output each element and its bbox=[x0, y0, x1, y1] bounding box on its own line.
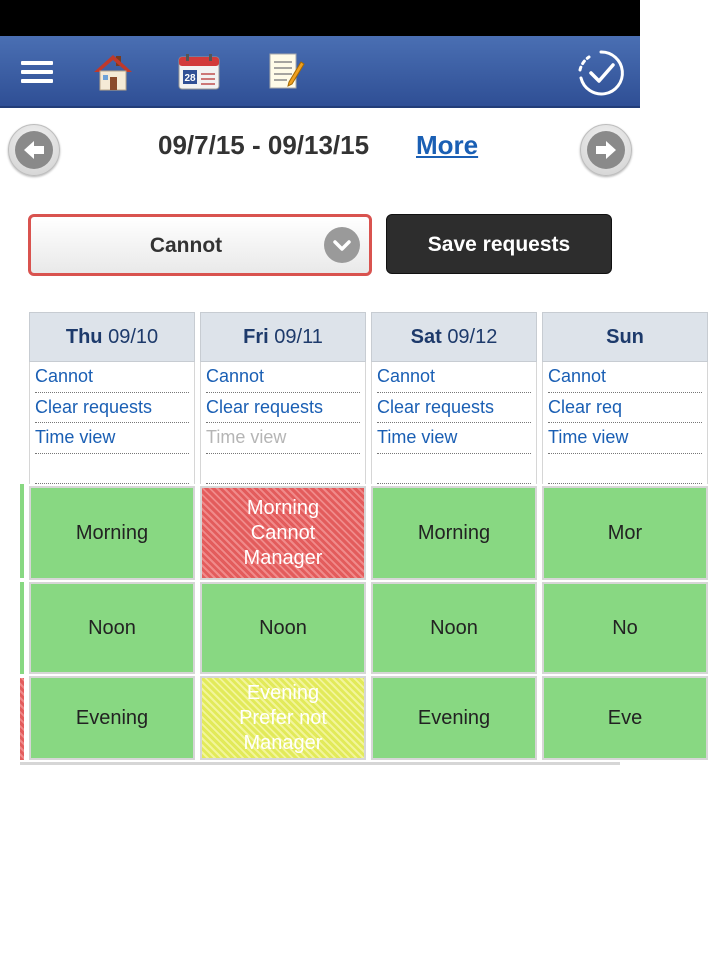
day-actions bbox=[200, 362, 366, 484]
shift-line: Morning bbox=[75, 521, 149, 544]
shift-line: Noon bbox=[88, 616, 136, 639]
shift-line: Cannot bbox=[250, 521, 316, 544]
time-view-link: Time view bbox=[206, 423, 360, 454]
shift-line: Noon bbox=[259, 616, 307, 639]
clear-requests-link[interactable]: Clear requests bbox=[35, 393, 189, 424]
clear-requests-link[interactable]: Clear requests bbox=[377, 393, 531, 424]
day-header[interactable] bbox=[29, 312, 195, 362]
shift-text bbox=[76, 706, 148, 731]
shift-line: Evening bbox=[75, 706, 149, 729]
shift-line: Morning bbox=[417, 521, 491, 544]
day-column bbox=[371, 312, 537, 764]
arrow-left-icon bbox=[15, 131, 53, 169]
day-actions bbox=[371, 362, 537, 484]
shift-cell[interactable] bbox=[200, 486, 366, 580]
cannot-link[interactable]: Cannot bbox=[548, 362, 702, 393]
empty-row bbox=[548, 454, 702, 485]
shift-line: Morning bbox=[246, 496, 320, 519]
day-date: 09/11 bbox=[274, 326, 323, 348]
shift-text bbox=[76, 521, 148, 546]
day-date: 09/10 bbox=[108, 326, 159, 348]
time-view-link[interactable]: Time view bbox=[35, 423, 189, 454]
day-column bbox=[542, 312, 708, 764]
arrow-right-icon bbox=[587, 131, 625, 169]
shift-text bbox=[88, 616, 136, 641]
shift-text bbox=[612, 616, 638, 641]
shift-cell[interactable] bbox=[371, 676, 537, 760]
shift-cell[interactable] bbox=[200, 676, 366, 760]
day-header[interactable] bbox=[200, 312, 366, 362]
shift-cell[interactable] bbox=[542, 486, 708, 580]
shift-cell[interactable] bbox=[29, 676, 195, 760]
shift-cell[interactable] bbox=[200, 582, 366, 674]
empty-row bbox=[35, 454, 189, 485]
shift-text bbox=[608, 706, 642, 731]
more-link[interactable]: More bbox=[416, 130, 479, 160]
shift-text bbox=[418, 706, 490, 731]
status-bar bbox=[0, 0, 640, 36]
shift-text bbox=[259, 616, 307, 641]
shift-line: Manager bbox=[243, 546, 323, 569]
top-navbar bbox=[0, 36, 640, 108]
grid-bottom-divider bbox=[20, 762, 620, 765]
day-column bbox=[200, 312, 366, 764]
schedule-grid bbox=[20, 312, 644, 766]
request-type-value: Cannot bbox=[149, 234, 223, 257]
day-actions bbox=[542, 362, 708, 484]
day-actions bbox=[29, 362, 195, 484]
shift-text bbox=[608, 521, 642, 546]
shift-cell[interactable] bbox=[371, 582, 537, 674]
day-column bbox=[29, 312, 195, 764]
empty-row bbox=[377, 454, 531, 485]
day-name: Sat bbox=[410, 326, 442, 348]
home-icon[interactable] bbox=[90, 50, 136, 94]
day-header[interactable] bbox=[542, 312, 708, 362]
next-week-button[interactable] bbox=[580, 124, 632, 176]
empty-row bbox=[206, 454, 360, 485]
shift-line: Noon bbox=[430, 616, 478, 639]
shift-line: No bbox=[612, 616, 638, 639]
cannot-link[interactable]: Cannot bbox=[35, 362, 189, 393]
clear-requests-link[interactable]: Clear req bbox=[548, 393, 702, 424]
date-navigation-bar bbox=[0, 110, 640, 190]
shift-line: Prefer not bbox=[239, 706, 327, 729]
shift-line: Evening bbox=[246, 681, 320, 704]
day-name: Thu bbox=[65, 326, 103, 348]
save-requests-button[interactable]: Save requests bbox=[386, 214, 612, 274]
shift-cell[interactable] bbox=[29, 486, 195, 580]
cannot-link[interactable]: Cannot bbox=[377, 362, 531, 393]
day-name: Sun bbox=[606, 326, 644, 348]
date-range-label: 09/7/15 - 09/13/15 bbox=[158, 130, 370, 160]
shift-line: Eve bbox=[607, 706, 643, 729]
notepad-icon[interactable] bbox=[262, 50, 308, 94]
clear-requests-link[interactable]: Clear requests bbox=[206, 393, 360, 424]
time-view-link[interactable]: Time view bbox=[377, 423, 531, 454]
shift-cell[interactable] bbox=[371, 486, 537, 580]
clock-check-icon[interactable] bbox=[574, 48, 628, 98]
calendar-icon[interactable] bbox=[176, 50, 222, 94]
day-name: Fri bbox=[243, 326, 269, 348]
shift-text bbox=[244, 496, 323, 571]
chevron-down-icon bbox=[324, 227, 360, 263]
menu-icon[interactable] bbox=[14, 50, 60, 94]
shift-line: Manager bbox=[243, 731, 323, 754]
shift-text bbox=[418, 521, 490, 546]
cannot-link[interactable]: Cannot bbox=[206, 362, 360, 393]
calendar-day-number: 28 bbox=[184, 73, 196, 84]
shift-line: Mor bbox=[607, 521, 643, 544]
day-header[interactable] bbox=[371, 312, 537, 362]
request-type-select[interactable] bbox=[28, 214, 372, 276]
shift-cell[interactable] bbox=[542, 582, 708, 674]
shift-cell[interactable] bbox=[29, 582, 195, 674]
time-view-link[interactable]: Time view bbox=[548, 423, 702, 454]
shift-line: Evening bbox=[417, 706, 491, 729]
shift-cell[interactable] bbox=[542, 676, 708, 760]
shift-text bbox=[239, 681, 327, 756]
previous-week-button[interactable] bbox=[8, 124, 60, 176]
day-date: 09/12 bbox=[447, 326, 498, 348]
shift-text bbox=[430, 616, 478, 641]
